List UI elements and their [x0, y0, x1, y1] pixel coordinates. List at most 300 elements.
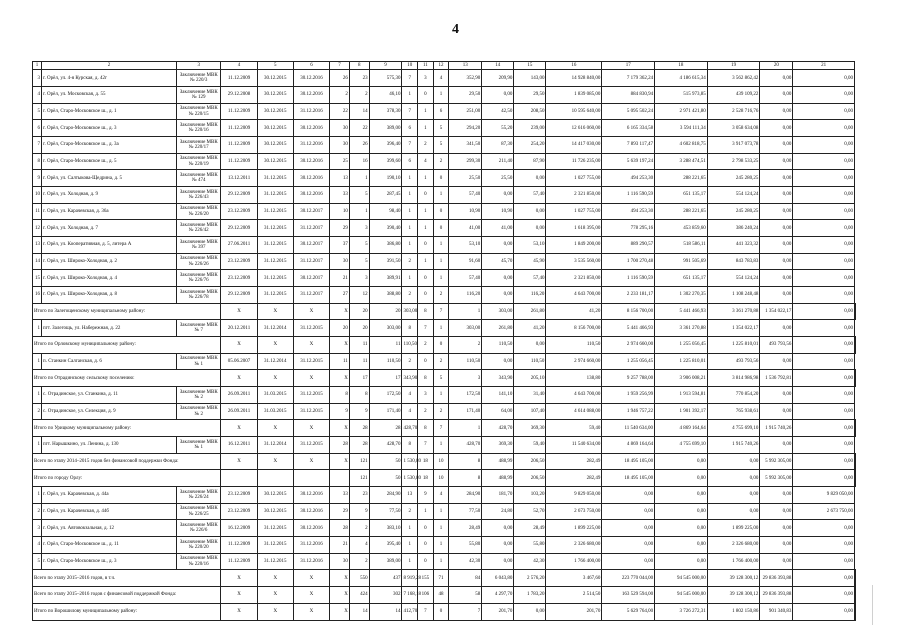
table-cell: 0,00 — [793, 603, 855, 620]
table-cell: X — [330, 570, 350, 587]
table-cell: 10,90 — [482, 203, 514, 220]
table-cell: 303,00 — [369, 320, 402, 337]
table-cell: 1 — [33, 387, 42, 404]
table-cell: 389,00 — [369, 120, 402, 137]
table-cell: 6 — [402, 153, 418, 170]
table-cell: 31.12.2014 — [257, 437, 293, 454]
table-row — [33, 120, 856, 137]
subtotal-label: Итого по Орловскому муниципальному району: — [33, 337, 221, 354]
table-cell: 14 — [369, 603, 402, 620]
table-cell: 10 — [330, 203, 350, 220]
table-cell: 121 — [349, 470, 369, 487]
column-number-header: 13 — [449, 62, 482, 70]
table-cell: 26 — [349, 137, 369, 154]
address-cell: пгт. Залегощь, ул. Набережная, д. 22 — [42, 320, 177, 337]
table-cell: 50 — [369, 470, 402, 487]
table-cell: 31.12.2015 — [257, 287, 293, 304]
table-cell: 0 — [418, 270, 434, 287]
table-row — [33, 270, 856, 287]
table-row — [33, 220, 856, 237]
table-cell: 29.12.2009 — [221, 287, 257, 304]
column-number-header: 20 — [760, 62, 793, 70]
table-cell: 29.12.2009 — [221, 187, 257, 204]
table-cell: 31.12.2015 — [257, 187, 293, 204]
table-cell: 2 — [330, 87, 350, 104]
table-cell: 55,20 — [482, 120, 514, 137]
table-cell: 11.12.2009 — [221, 120, 257, 137]
table-cell: 39 128 300,12 — [707, 570, 760, 587]
table-cell: 45,90 — [514, 253, 546, 270]
table-cell: 9 829 050,00 — [793, 487, 855, 504]
table-cell: 0,00 — [793, 353, 855, 370]
table-row — [33, 137, 856, 154]
table-cell: 0,00 — [793, 70, 855, 87]
page-number: 4 — [452, 22, 459, 37]
table-cell: 11 540 634,00 — [602, 420, 655, 437]
table-cell: 2 — [433, 287, 449, 304]
column-number-header: 9 — [369, 62, 402, 70]
table-cell: 399,60 — [369, 153, 402, 170]
table-cell: 31.12.2015 — [293, 403, 329, 420]
address-cell: г. Орёл, ул. 4-я Курская, д. 42г — [42, 70, 177, 87]
table-cell: 11 — [330, 353, 350, 370]
table-cell: 0 — [433, 337, 449, 354]
table-cell: 7 — [402, 137, 418, 154]
subtotal-row — [33, 370, 856, 387]
table-cell: 23.12.2009 — [221, 203, 257, 220]
table-row — [33, 103, 856, 120]
table-cell: 23.12.2009 — [221, 487, 257, 504]
table-cell: 765 938,61 — [707, 403, 760, 420]
table-cell: 0,00 — [655, 520, 708, 537]
table-cell: X — [293, 303, 329, 320]
table-cell: 116,20 — [449, 287, 482, 304]
table-cell: 10 — [433, 470, 449, 487]
table-cell: 2 — [418, 137, 434, 154]
table-cell: 2 — [433, 153, 449, 170]
address-cell: г. Орёл, ул. Широко-Холодная, д. 8 — [42, 287, 177, 304]
table-cell: 2 — [402, 503, 418, 520]
table-cell: 1 — [433, 553, 449, 570]
table-cell: 0,00 — [793, 570, 855, 587]
table-cell: 378,30 — [369, 103, 402, 120]
table-cell: 20.12.2011 — [221, 320, 257, 337]
table-cell: 1 — [433, 537, 449, 554]
table-cell: 4 869 164,64 — [602, 437, 655, 454]
table-cell: 2 — [402, 353, 418, 370]
table-cell: 1 — [402, 220, 418, 237]
table-cell: 110,50 — [514, 353, 546, 370]
table-cell: 1 — [402, 270, 418, 287]
table-cell: 437 — [369, 570, 402, 587]
table-cell: X — [257, 370, 293, 387]
table-cell: 0 — [418, 353, 434, 370]
table-cell: X — [293, 587, 329, 604]
subtotal-label: Итого по Ворошилову муниципальному району: — [33, 603, 221, 620]
address-cell: г. Орёл, Старо-Московское ш., д. 11 — [42, 537, 177, 554]
table-cell: 303,00 — [449, 320, 482, 337]
table-cell: 550 — [349, 570, 369, 587]
table-cell: 2 514,50 — [546, 587, 602, 604]
document-cell: Заключение МВК № 220/3 — [177, 70, 221, 87]
table-cell: 14 — [33, 253, 42, 270]
table-cell: 3 917 073,78 — [707, 137, 760, 154]
column-number-header: 1 — [33, 62, 42, 70]
table-cell: 0,00 — [793, 403, 855, 420]
column-number-header: 2 — [42, 62, 177, 70]
table-cell: 2 528 716,76 — [707, 103, 760, 120]
table-cell: 7 893 117,47 — [602, 137, 655, 154]
table-cell: 5 — [433, 137, 449, 154]
table-cell: 5 441 466,93 — [602, 320, 655, 337]
table-cell: 2 — [33, 503, 42, 520]
table-cell: 31.12.2015 — [257, 253, 293, 270]
table-cell: 1 — [449, 420, 482, 437]
table-cell: 1 — [33, 437, 42, 454]
table-cell: 31.12.2015 — [257, 170, 293, 187]
table-cell: 31.03.2015 — [257, 403, 293, 420]
table-cell — [855, 420, 856, 437]
table-cell: 1 530,80 — [402, 453, 418, 470]
table-cell: 1 536 792,81 — [760, 370, 793, 387]
table-cell: 8 — [402, 320, 418, 337]
table-cell: 42,50 — [482, 103, 514, 120]
column-number-header: 6 — [293, 62, 329, 70]
table-cell: 1 783,20 — [514, 587, 546, 604]
table-cell: 284,90 — [449, 487, 482, 504]
table-cell: 9 829 050,00 — [546, 487, 602, 504]
table-cell: 26 — [330, 70, 350, 87]
table-cell: 29 836 393,88 — [760, 570, 793, 587]
table-cell: 386,80 — [369, 237, 402, 254]
table-cell: X — [330, 370, 350, 387]
table-cell: 8 — [418, 303, 434, 320]
table-cell: 0 — [433, 170, 449, 187]
table-cell: 1 766 400,00 — [546, 553, 602, 570]
table-cell: 11 540 634,00 — [546, 437, 602, 454]
table-cell: 12 — [33, 220, 42, 237]
table-row — [33, 70, 856, 87]
table-cell — [330, 470, 350, 487]
table-cell: 0,00 — [760, 153, 793, 170]
table-cell: 3 — [349, 270, 369, 287]
table-cell: 42,30 — [514, 553, 546, 570]
table-cell: 0,00 — [793, 287, 855, 304]
table-cell: 2 321 850,00 — [546, 187, 602, 204]
table-cell: 1 — [449, 303, 482, 320]
table-cell: X — [221, 420, 257, 437]
table-cell: X — [293, 453, 329, 470]
table-cell: 223 770 044,00 — [602, 570, 655, 587]
subtotal-row — [33, 420, 856, 437]
table-cell: 0,00 — [760, 137, 793, 154]
table-cell: 0,00 — [482, 537, 514, 554]
table-cell: 1 — [433, 187, 449, 204]
table-cell: 0,00 — [793, 220, 855, 237]
table-cell: 1 700 270,48 — [602, 253, 655, 270]
table-cell: 1 354 022,17 — [760, 303, 793, 320]
table-cell: 0,00 — [760, 537, 793, 554]
table-cell: 2 — [433, 353, 449, 370]
table-cell: X — [293, 420, 329, 437]
table-cell: 171,40 — [369, 403, 402, 420]
table-cell: 172,50 — [449, 387, 482, 404]
table-cell: 5 639 197,24 — [602, 153, 655, 170]
table-cell: 57,40 — [449, 187, 482, 204]
table-cell: 7 — [402, 70, 418, 87]
table-cell: 15 — [33, 270, 42, 287]
table-cell: 0,00 — [655, 487, 708, 504]
table-cell: 23 — [349, 70, 369, 87]
table-cell: 110,50 — [482, 337, 514, 354]
table-cell: 155 — [418, 570, 434, 587]
table-cell: 0,00 — [482, 287, 514, 304]
address-cell: г. Орёл, ул. Салтыкова-Щедрина, д. 5 — [42, 170, 177, 187]
table-cell: 0,00 — [707, 503, 760, 520]
table-cell: 352,90 — [449, 70, 482, 87]
table-cell: 843 783,83 — [707, 253, 760, 270]
table-cell: 1 — [402, 537, 418, 554]
table-cell: 18 495 105,00 — [602, 470, 655, 487]
address-cell: г. Орёл, Старо-Московское ш., д. 1 — [42, 103, 177, 120]
table-cell: 9 — [418, 487, 434, 504]
table-cell: 30.12.2016 — [293, 87, 329, 104]
table-cell: 11.12.2009 — [221, 137, 257, 154]
subtotal-row — [33, 587, 856, 604]
table-cell: 16.12.2009 — [221, 520, 257, 537]
table-cell: 0 — [418, 87, 434, 104]
subtotal-label: Всего по этапу 2014–2015 годов без финансовой поддержки Фонда: — [33, 453, 221, 470]
table-cell: 3 — [33, 520, 42, 537]
table-cell: 0,00 — [793, 303, 855, 320]
table-cell: 30 — [330, 137, 350, 154]
table-cell: 30.12.2016 — [293, 70, 329, 87]
table-cell: 4 — [349, 537, 369, 554]
table-cell: 141,10 — [482, 387, 514, 404]
document-cell: Заключение МВК № 226/76 — [177, 270, 221, 287]
table-cell: 294,20 — [449, 120, 482, 137]
table-cell: 2 974 660,00 — [546, 353, 602, 370]
table-cell: 515 973,85 — [655, 87, 708, 104]
table-cell: X — [293, 570, 329, 587]
table-cell: 59,40 — [546, 420, 602, 437]
table-cell: 1 — [402, 187, 418, 204]
table-cell: 8 156 700,00 — [602, 303, 655, 320]
table-cell: 0,00 — [602, 487, 655, 504]
table-cell: 9 — [349, 503, 369, 520]
table-cell: 28 — [330, 437, 350, 454]
table-cell: 1 027 755,00 — [546, 203, 602, 220]
subtotal-row — [33, 603, 856, 620]
table-cell: 171,40 — [449, 403, 482, 420]
table-cell: 494 253,30 — [602, 170, 655, 187]
table-cell: 0,00 — [602, 503, 655, 520]
table-cell: 343,90 — [402, 370, 418, 387]
table-cell: 201,70 — [482, 603, 514, 620]
table-cell — [855, 453, 856, 470]
table-cell: X — [221, 587, 257, 604]
table-cell: 388,80 — [369, 287, 402, 304]
table-cell — [855, 587, 856, 604]
document-cell: Заключение МВК № 129 — [177, 87, 221, 104]
document-cell: Заключение МВК № 220/19 — [177, 153, 221, 170]
table-cell: 8 — [33, 153, 42, 170]
table-cell: 3 — [449, 370, 482, 387]
table-cell: 1 — [433, 237, 449, 254]
table-cell: X — [330, 587, 350, 604]
table-cell: 30.12.2016 — [293, 170, 329, 187]
table-cell: 11.12.2009 — [221, 153, 257, 170]
table-cell: 10 595 640,00 — [546, 103, 602, 120]
table-row — [33, 287, 856, 304]
table-cell: 9 — [349, 403, 369, 420]
table-cell: 58 — [449, 587, 482, 604]
table-row — [33, 187, 856, 204]
table-cell: 4 614 088,00 — [546, 403, 602, 420]
column-number-header: 8 — [349, 62, 369, 70]
table-cell: 10 — [433, 453, 449, 470]
table-cell: 10,90 — [449, 203, 482, 220]
table-cell: 11 — [349, 337, 369, 354]
table-cell: 0 — [433, 220, 449, 237]
table-cell: 0,00 — [793, 387, 855, 404]
table-cell: 0,00 — [482, 353, 514, 370]
table-row — [33, 487, 856, 504]
table-cell: 1 — [402, 87, 418, 104]
table-cell: 7 — [433, 303, 449, 320]
table-cell: 245 280,25 — [707, 203, 760, 220]
table-cell — [221, 470, 257, 487]
scan-artifact — [872, 585, 873, 625]
table-cell: 0,00 — [760, 103, 793, 120]
column-number-header: 21 — [793, 62, 855, 70]
table-cell: X — [257, 453, 293, 470]
table-cell: 575,30 — [369, 70, 402, 87]
table-cell: 0,00 — [760, 403, 793, 420]
table-cell: 0,00 — [760, 220, 793, 237]
table-cell: 386 240,24 — [707, 220, 760, 237]
table-cell: 1 116 590,59 — [602, 187, 655, 204]
table-row — [33, 237, 856, 254]
table-cell: 9 — [330, 403, 350, 420]
table-cell: 28 — [349, 420, 369, 437]
document-cell: Заключение МВК № 220/20 — [177, 537, 221, 554]
table-cell: 2 673 750,00 — [793, 503, 855, 520]
subtotal-row — [33, 570, 856, 587]
table-cell: 103,20 — [514, 487, 546, 504]
subtotal-row — [33, 453, 856, 470]
table-cell: 23 — [349, 487, 369, 504]
table-cell: 55,80 — [514, 537, 546, 554]
document-cell: Заключение МВК № 220/15 — [177, 103, 221, 120]
table-row — [33, 520, 856, 537]
table-cell: 1 — [433, 320, 449, 337]
address-cell: с. Отрадинское, ул. Станкина, д. 11 — [42, 387, 177, 404]
table-cell: 0,00 — [760, 287, 793, 304]
table-cell: 0,00 — [793, 103, 855, 120]
table-cell: 9 — [33, 170, 42, 187]
table-cell: 901 340,83 — [760, 603, 793, 620]
table-cell: 181,70 — [482, 487, 514, 504]
table-cell: 53,10 — [514, 237, 546, 254]
table-cell: 5 441 466,93 — [655, 303, 708, 320]
table-cell: 0 — [418, 537, 434, 554]
table-cell: 116,20 — [514, 287, 546, 304]
address-cell: пгт. Нарышкино, ул. Ленина, д. 130 — [42, 437, 177, 454]
table-cell: 5 — [349, 237, 369, 254]
column-number-header: 19 — [707, 62, 760, 70]
table-cell: 9 257 788,00 — [602, 370, 655, 387]
table-cell: 25,50 — [482, 170, 514, 187]
table-cell: 0 — [418, 553, 434, 570]
table-cell: 16 — [349, 153, 369, 170]
table-cell: 2 576,20 — [514, 570, 546, 587]
table-cell — [293, 470, 329, 487]
table-cell: 172,50 — [369, 387, 402, 404]
table-cell: 31.12.2015 — [257, 237, 293, 254]
table-cell: 2 673 750,00 — [546, 503, 602, 520]
table-cell: 14 — [349, 603, 369, 620]
table-cell: 1 901 392,17 — [655, 403, 708, 420]
table-cell: 211,40 — [482, 153, 514, 170]
table-cell: 57,40 — [514, 270, 546, 287]
table-cell: 5 — [433, 120, 449, 137]
table-cell: 1 530,80 — [402, 470, 418, 487]
table-cell: 651 135,17 — [655, 270, 708, 287]
table-cell: X — [257, 337, 293, 354]
table-cell: 0,00 — [514, 203, 546, 220]
table-cell: 1 225 810,01 — [707, 337, 760, 354]
table-cell: 1 915 740,26 — [760, 420, 793, 437]
table-cell: 0,00 — [482, 237, 514, 254]
table-cell: 25,50 — [449, 170, 482, 187]
table-cell: 28 — [330, 520, 350, 537]
table-cell: 0,00 — [793, 420, 855, 437]
table-cell: X — [257, 420, 293, 437]
table-cell: 3 535 560,00 — [546, 253, 602, 270]
table-cell: 1 255 056,45 — [655, 337, 708, 354]
table-cell: 2 321 850,00 — [546, 270, 602, 287]
table-cell: 29.12.2009 — [221, 220, 257, 237]
table-row — [33, 503, 856, 520]
table-cell: 4 297,70 — [482, 587, 514, 604]
address-cell: г. Орёл, ул. Холодная, д. 7 — [42, 220, 177, 237]
table-cell: 3 814 986,98 — [707, 370, 760, 387]
table-cell: 14 — [349, 103, 369, 120]
table-cell: X — [221, 570, 257, 587]
table-cell: 395,40 — [369, 537, 402, 554]
table-cell: 0,00 — [793, 137, 855, 154]
table-cell: 288 221,65 — [655, 170, 708, 187]
table-cell: 7 — [418, 320, 434, 337]
table-cell: X — [330, 303, 350, 320]
table-cell: 31.12.2017 — [293, 253, 329, 270]
table-cell: 4 — [402, 387, 418, 404]
table-cell: 30.12.2016 — [293, 120, 329, 137]
table-row — [33, 403, 856, 420]
table-cell: 554 124,24 — [707, 187, 760, 204]
table-cell: 77,50 — [449, 503, 482, 520]
table-cell: 288 221,65 — [655, 203, 708, 220]
table-cell: 0,00 — [793, 537, 855, 554]
table-cell: 3 058 634,08 — [707, 120, 760, 137]
table-cell: 11.12.2009 — [221, 70, 257, 87]
table-cell: 163 529 594,00 — [602, 587, 655, 604]
document-cell: Заключение МВК № 1 — [177, 437, 221, 454]
document-cell: Заключение МВК № 226/24 — [177, 487, 221, 504]
table-cell: 87,30 — [482, 137, 514, 154]
table-cell: 554 124,24 — [707, 270, 760, 287]
